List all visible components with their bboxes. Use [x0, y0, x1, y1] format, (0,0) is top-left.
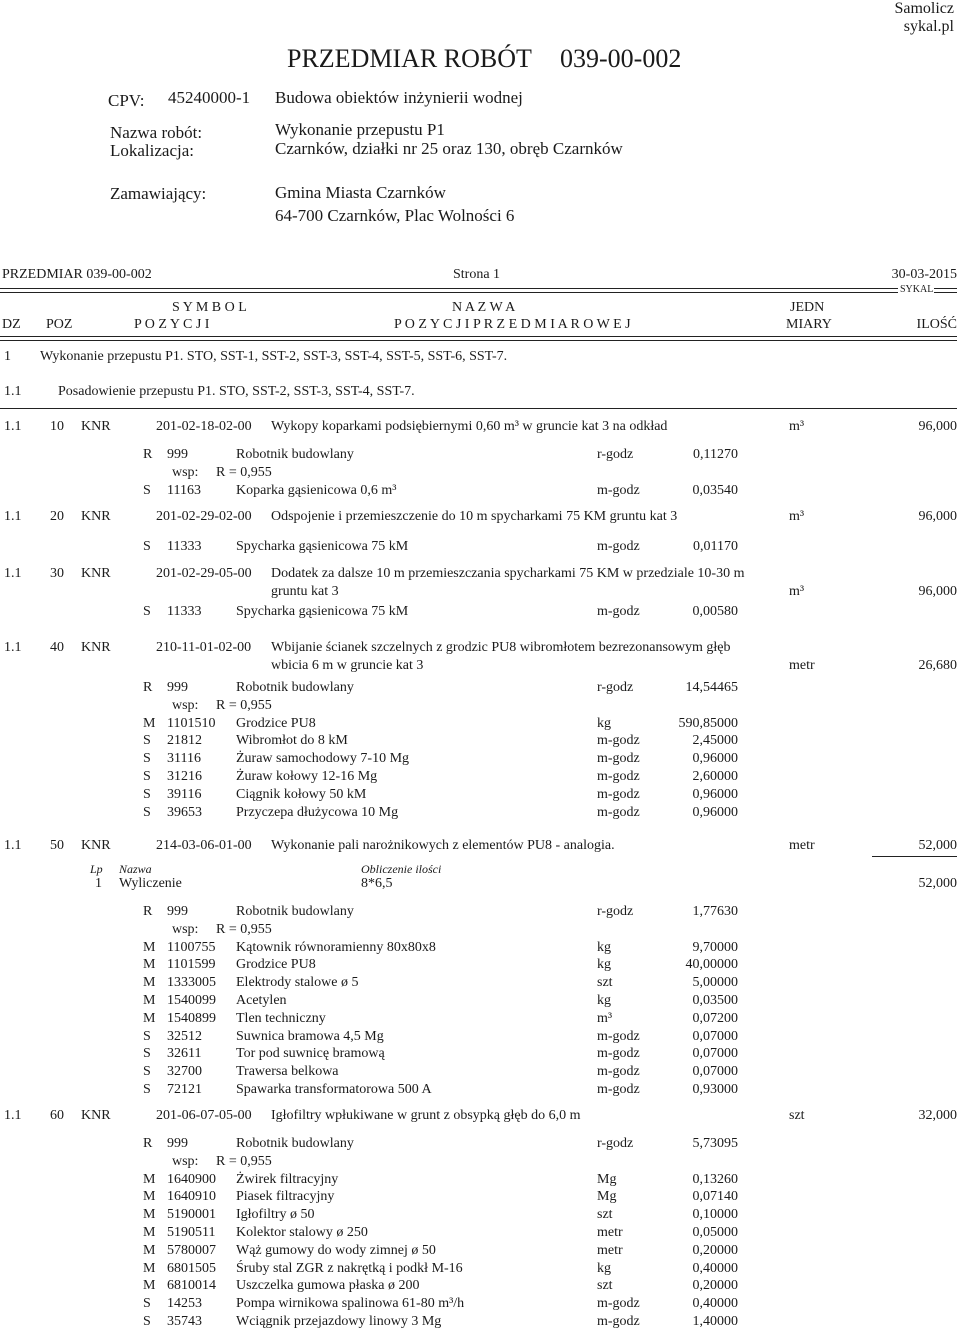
resource-type: S	[143, 1082, 151, 1097]
resource-type: R	[143, 447, 153, 462]
resource-type: S	[143, 539, 151, 554]
resource-unit: m-godz	[597, 1296, 640, 1311]
header-top-rule-right	[934, 288, 957, 293]
calc-header-name: Nazwa	[119, 862, 152, 876]
resource-norm: 0,05000	[692, 1225, 738, 1240]
position-dz: 1.1	[4, 640, 22, 655]
resource-name: Wibromłot do 8 kM	[236, 733, 348, 748]
header-bottom-rule	[0, 336, 957, 341]
calc-header-lp: Lp	[90, 862, 103, 876]
position-basis: KNR	[81, 838, 111, 853]
position-basis: KNR	[81, 640, 111, 655]
resource-code: 1333005	[167, 975, 216, 990]
resource-unit: m-godz	[597, 1082, 640, 1097]
position-basis: KNR	[81, 1108, 111, 1123]
resource-name: Robotnik budowlany	[236, 904, 354, 919]
section-title: Posadowienie przepustu P1. STO, SST-2, SST-3, SST-4, SST-7.	[58, 384, 415, 399]
resource-name: Ciągnik kołowy 50 kM	[236, 787, 367, 802]
resource-code: 1540099	[167, 993, 216, 1008]
resource-norm: 0,03500	[692, 993, 738, 1008]
page-number: Strona 1	[453, 267, 501, 282]
resource-unit: szt	[597, 975, 613, 990]
position-dz: 1.1	[4, 566, 22, 581]
position-quantity: 96,000	[918, 419, 957, 434]
resource-norm: 0,01170	[693, 539, 738, 554]
resource-code: 11333	[167, 539, 202, 554]
col-symbol-top: S Y M B O L	[172, 300, 247, 315]
resource-norm: 0,20000	[692, 1278, 738, 1293]
resource-norm: 0,96000	[692, 787, 738, 802]
resource-type: S	[143, 1296, 151, 1311]
resource-name: Wąż gumowy do wody zimnej ø 50	[236, 1243, 436, 1258]
coefficient-label: wsp:	[172, 1154, 199, 1169]
resource-code: 999	[167, 904, 188, 919]
position-number: 60	[50, 1108, 64, 1123]
resource-norm: 5,00000	[692, 975, 738, 990]
resource-code: 1101599	[167, 957, 216, 972]
resource-norm: 2,60000	[692, 769, 738, 784]
col-jedn-bottom: MIARY	[786, 317, 832, 332]
resource-code: 1101510	[167, 716, 216, 731]
position-number: 20	[50, 509, 64, 524]
col-dz: DZ	[2, 317, 21, 332]
resource-type: R	[143, 1136, 153, 1151]
position-quantity: 26,680	[918, 658, 957, 673]
resource-name: Śruby stal ZGR z nakrętką i podkł M-16	[236, 1261, 463, 1276]
resource-unit: m-godz	[597, 769, 640, 784]
resource-unit: szt	[597, 1207, 613, 1222]
position-symbol: 201-02-29-05-00	[156, 566, 252, 581]
resource-code: 72121	[167, 1082, 202, 1097]
client-line2: 64-700 Czarnków, Plac Wolności 6	[275, 206, 515, 225]
document-title: PRZEDMIAR ROBÓT	[287, 44, 532, 73]
resource-unit: m-godz	[597, 604, 640, 619]
col-nazwa-top: N A Z W A	[452, 300, 516, 315]
coefficient-value: R = 0,955	[216, 465, 272, 480]
position-symbol: 201-02-29-02-00	[156, 509, 252, 524]
resource-type: M	[143, 1225, 156, 1240]
position-number: 50	[50, 838, 64, 853]
resource-unit: kg	[597, 957, 611, 972]
sykal-label: SYKAL	[900, 284, 934, 295]
resource-unit: r-godz	[597, 1136, 634, 1151]
resource-norm: 0,20000	[692, 1243, 738, 1258]
resource-type: M	[143, 1189, 156, 1204]
client-label: Zamawiający:	[110, 184, 207, 203]
brand-line1: Samolicz	[894, 0, 954, 17]
position-quantity: 96,000	[918, 509, 957, 524]
resource-type: S	[143, 604, 151, 619]
resource-code: 39653	[167, 805, 202, 820]
resource-name: Robotnik budowlany	[236, 1136, 354, 1151]
resource-type: M	[143, 993, 156, 1008]
resource-unit: m-godz	[597, 751, 640, 766]
resource-norm: 0,13260	[692, 1172, 738, 1187]
resource-type: S	[143, 1029, 151, 1044]
resource-name: Koparka gąsienicowa 0,6 m³	[236, 483, 397, 498]
resource-name: Spycharka gąsienicowa 75 kM	[236, 604, 409, 619]
section-rule	[0, 408, 957, 409]
resource-type: M	[143, 1207, 156, 1222]
position-dz: 1.1	[4, 509, 22, 524]
resource-norm: 0,10000	[692, 1207, 738, 1222]
position-description: Odspojenie i przemieszczenie do 10 m spycharkami 75 KM gruntu kat 3	[271, 509, 678, 524]
resource-unit: metr	[597, 1243, 623, 1258]
position-basis: KNR	[81, 419, 111, 434]
resource-name: Trawersa belkowa	[236, 1064, 339, 1079]
resource-unit: Mg	[597, 1172, 617, 1187]
resource-code: 999	[167, 680, 188, 695]
resource-name: Wciągnik przejazdowy linowy 3 Mg	[236, 1314, 442, 1329]
resource-type: S	[143, 483, 151, 498]
resource-type: R	[143, 904, 153, 919]
position-unit: m³	[789, 419, 805, 434]
resource-code: 1640900	[167, 1172, 216, 1187]
resource-code: 1640910	[167, 1189, 216, 1204]
resource-unit: kg	[597, 940, 611, 955]
resource-code: 39116	[167, 787, 202, 802]
position-number: 40	[50, 640, 64, 655]
position-description: Wykonanie pali narożnikowych z elementów PU8 - analogia.	[271, 838, 615, 853]
cpv-label: CPV:	[108, 91, 145, 110]
resource-type: M	[143, 716, 156, 731]
header-top-rule	[0, 288, 920, 293]
resource-norm: 9,70000	[692, 940, 738, 955]
resource-code: 6810014	[167, 1278, 216, 1293]
resource-type: M	[143, 1243, 156, 1258]
resource-norm: 2,45000	[692, 733, 738, 748]
resource-name: Tlen techniczny	[236, 1011, 326, 1026]
resource-unit: kg	[597, 1261, 611, 1276]
resource-unit: m-godz	[597, 1064, 640, 1079]
resource-type: M	[143, 1278, 156, 1293]
col-poz: POZ	[46, 317, 73, 332]
position-unit: m³	[789, 509, 805, 524]
resource-name: Igłofiltry ø 50	[236, 1207, 315, 1222]
resource-type: R	[143, 680, 153, 695]
col-symbol-bottom: P O Z Y C J I	[134, 317, 210, 332]
resource-type: S	[143, 1046, 151, 1061]
resource-unit: metr	[597, 1225, 623, 1240]
resource-norm: 0,07000	[692, 1064, 738, 1079]
section-number: 1.1	[4, 384, 22, 399]
position-number: 10	[50, 419, 64, 434]
resource-type: S	[143, 1064, 151, 1079]
position-basis: KNR	[81, 566, 111, 581]
position-description-cont: wbicia 6 m w gruncie kat 3	[271, 658, 424, 673]
resource-name: Żwirek filtracyjny	[236, 1172, 339, 1187]
resource-unit: r-godz	[597, 447, 634, 462]
position-description: Wykopy koparkami podsiębiernymi 0,60 m³ w gruncie kat 3 na odkład	[271, 419, 668, 434]
calc-formula: 8*6,5	[361, 876, 393, 891]
resource-norm: 0,07000	[692, 1046, 738, 1061]
coefficient-value: R = 0,955	[216, 698, 272, 713]
resource-norm: 40,00000	[685, 957, 738, 972]
resource-code: 5190511	[167, 1225, 216, 1240]
resource-name: Spawarka transformatorowa 500 A	[236, 1082, 432, 1097]
resource-code: 32611	[167, 1046, 202, 1061]
resource-code: 1540899	[167, 1011, 216, 1026]
page-date: 30-03-2015	[891, 267, 957, 282]
resource-type: M	[143, 1011, 156, 1026]
resource-type: S	[143, 769, 151, 784]
coefficient-value: R = 0,955	[216, 922, 272, 937]
position-dz: 1.1	[4, 419, 22, 434]
position-symbol: 214-03-06-01-00	[156, 838, 252, 853]
resource-type: S	[143, 805, 151, 820]
position-description: Wbijanie ścianek szczelnych z grodzic PU8 wibromłotem bezrezonansowym głęb	[271, 640, 731, 655]
client-line1: Gmina Miasta Czarnków	[275, 183, 446, 202]
position-symbol: 201-06-07-05-00	[156, 1108, 252, 1123]
resource-unit: m-godz	[597, 1029, 640, 1044]
position-symbol: 201-02-18-02-00	[156, 419, 252, 434]
position-symbol: 210-11-01-02-00	[156, 640, 252, 655]
resource-norm: 1,40000	[692, 1314, 738, 1329]
resource-code: 999	[167, 447, 188, 462]
resource-type: M	[143, 1261, 156, 1276]
col-nazwa-bottom: P O Z Y C J I P R Z E D M I A R O W E J	[394, 317, 631, 332]
position-dz: 1.1	[4, 1108, 22, 1123]
resource-name: Grodzice PU8	[236, 716, 316, 731]
resource-name: Elektrody stalowe ø 5	[236, 975, 359, 990]
resource-norm: 0,93000	[692, 1082, 738, 1097]
resource-norm: 1,77630	[692, 904, 738, 919]
resource-name: Robotnik budowlany	[236, 680, 354, 695]
position-quantity: 96,000	[918, 584, 957, 599]
resource-norm: 0,40000	[692, 1296, 738, 1311]
resource-norm: 0,07140	[692, 1189, 738, 1204]
resource-name: Pompa wirnikowa spalinowa 61-80 m³/h	[236, 1296, 465, 1311]
resource-code: 31216	[167, 769, 202, 784]
resource-name: Acetylen	[236, 993, 287, 1008]
resource-norm: 0,40000	[692, 1261, 738, 1276]
resource-norm: 0,11270	[693, 447, 738, 462]
resource-code: 1100755	[167, 940, 216, 955]
resource-unit: m-godz	[597, 787, 640, 802]
resource-name: Żuraw samochodowy 7-10 Mg	[236, 751, 410, 766]
coefficient-label: wsp:	[172, 922, 199, 937]
brand-line2: sykal.pl	[903, 18, 954, 35]
resource-type: M	[143, 957, 156, 972]
location-label: Lokalizacja:	[110, 141, 195, 160]
resource-norm: 0,07200	[692, 1011, 738, 1026]
resource-type: M	[143, 1172, 156, 1187]
resource-name: Robotnik budowlany	[236, 447, 354, 462]
col-ilosc: ILOŚĆ	[916, 317, 957, 332]
resource-name: Kolektor stalowy ø 250	[236, 1225, 368, 1240]
name-value: Wykonanie przepustu P1	[275, 120, 445, 139]
position-unit: m³	[789, 584, 805, 599]
resource-name: Żuraw kołowy 12-16 Mg	[236, 769, 378, 784]
resource-unit: kg	[597, 716, 611, 731]
document-code: 039-00-002	[560, 44, 682, 73]
position-basis: KNR	[81, 509, 111, 524]
position-description: Igłofiltry wpłukiwane w grunt z obsypką głęb do 6,0 m	[271, 1108, 581, 1123]
coefficient-value: R = 0,955	[216, 1154, 272, 1169]
col-jedn-top: JEDN	[790, 300, 825, 315]
resource-norm: 0,07000	[692, 1029, 738, 1044]
resource-code: 999	[167, 1136, 188, 1151]
resource-unit: m-godz	[597, 539, 640, 554]
resource-norm: 590,85000	[678, 716, 738, 731]
resource-type: S	[143, 787, 151, 802]
resource-norm: 0,96000	[692, 751, 738, 766]
resource-code: 5780007	[167, 1243, 216, 1258]
resource-unit: r-godz	[597, 904, 634, 919]
name-label: Nazwa robót:	[110, 123, 203, 142]
resource-type: M	[143, 975, 156, 990]
page-header-left: PRZEDMIAR 039-00-002	[2, 267, 152, 282]
resource-code: 35743	[167, 1314, 202, 1329]
position-number: 30	[50, 566, 64, 581]
resource-name: Spycharka gąsienicowa 75 kM	[236, 539, 409, 554]
section-title: Wykonanie przepustu P1. STO, SST-1, SST-2, SST-3, SST-4, SST-5, SST-6, SST-7.	[40, 349, 508, 364]
resource-code: 5190001	[167, 1207, 216, 1222]
resource-unit: Mg	[597, 1189, 617, 1204]
resource-norm: 0,03540	[692, 483, 738, 498]
coefficient-label: wsp:	[172, 698, 199, 713]
cpv-code: 45240000-1	[168, 88, 251, 107]
resource-name: Uszczelka gumowa płaska ø 200	[236, 1278, 420, 1293]
resource-name: Suwnica bramowa 4,5 Mg	[236, 1029, 384, 1044]
resource-type: M	[143, 940, 156, 955]
position-dz: 1.1	[4, 838, 22, 853]
position-quantity: 32,000	[918, 1108, 957, 1123]
calc-header-formula: Obliczenie ilości	[361, 862, 442, 876]
resource-code: 11333	[167, 604, 202, 619]
resource-unit: m³	[597, 1011, 613, 1026]
resource-unit: m-godz	[597, 805, 640, 820]
resource-unit: m-godz	[597, 733, 640, 748]
resource-name: Grodzice PU8	[236, 957, 316, 972]
resource-code: 21812	[167, 733, 202, 748]
resource-norm: 5,73095	[692, 1136, 738, 1151]
position-description-cont: gruntu kat 3	[271, 584, 339, 599]
resource-norm: 14,54465	[685, 680, 738, 695]
resource-unit: kg	[597, 993, 611, 1008]
position-unit: metr	[789, 838, 815, 853]
position-unit: szt	[789, 1108, 805, 1123]
resource-name: Przyczepa dłużycowa 10 Mg	[236, 805, 399, 820]
resource-type: S	[143, 733, 151, 748]
resource-code: 11163	[167, 483, 201, 498]
position-description: Dodatek za dalsze 10 m przemieszczania spycharkami 75 KM w przedziale 10-30 m	[271, 566, 745, 581]
resource-norm: 0,00580	[692, 604, 738, 619]
resource-norm: 0,96000	[692, 805, 738, 820]
resource-name: Kątownik równoramienny 80x80x8	[236, 940, 436, 955]
qty-underline	[872, 856, 957, 857]
location-value: Czarnków, działki nr 25 oraz 130, obręb Czarnków	[275, 139, 623, 158]
calc-lp: 1	[95, 876, 102, 891]
resource-type: S	[143, 1314, 151, 1329]
resource-name: Piasek filtracyjny	[236, 1189, 335, 1204]
resource-code: 31116	[167, 751, 201, 766]
resource-code: 32512	[167, 1029, 202, 1044]
resource-code: 14253	[167, 1296, 202, 1311]
resource-code: 6801505	[167, 1261, 216, 1276]
resource-unit: r-godz	[597, 680, 634, 695]
position-unit: metr	[789, 658, 815, 673]
resource-unit: szt	[597, 1278, 613, 1293]
resource-type: S	[143, 751, 151, 766]
position-quantity: 52,000	[918, 838, 957, 853]
coefficient-label: wsp:	[172, 465, 199, 480]
calc-name: Wyliczenie	[119, 876, 182, 891]
resource-unit: m-godz	[597, 483, 640, 498]
resource-unit: m-godz	[597, 1046, 640, 1061]
resource-name: Tor pod suwnicę bramową	[236, 1046, 385, 1061]
calc-value: 52,000	[918, 876, 957, 891]
resource-unit: m-godz	[597, 1314, 640, 1329]
cpv-description: Budowa obiektów inżynierii wodnej	[275, 88, 523, 107]
resource-code: 32700	[167, 1064, 202, 1079]
section-number: 1	[4, 349, 11, 364]
